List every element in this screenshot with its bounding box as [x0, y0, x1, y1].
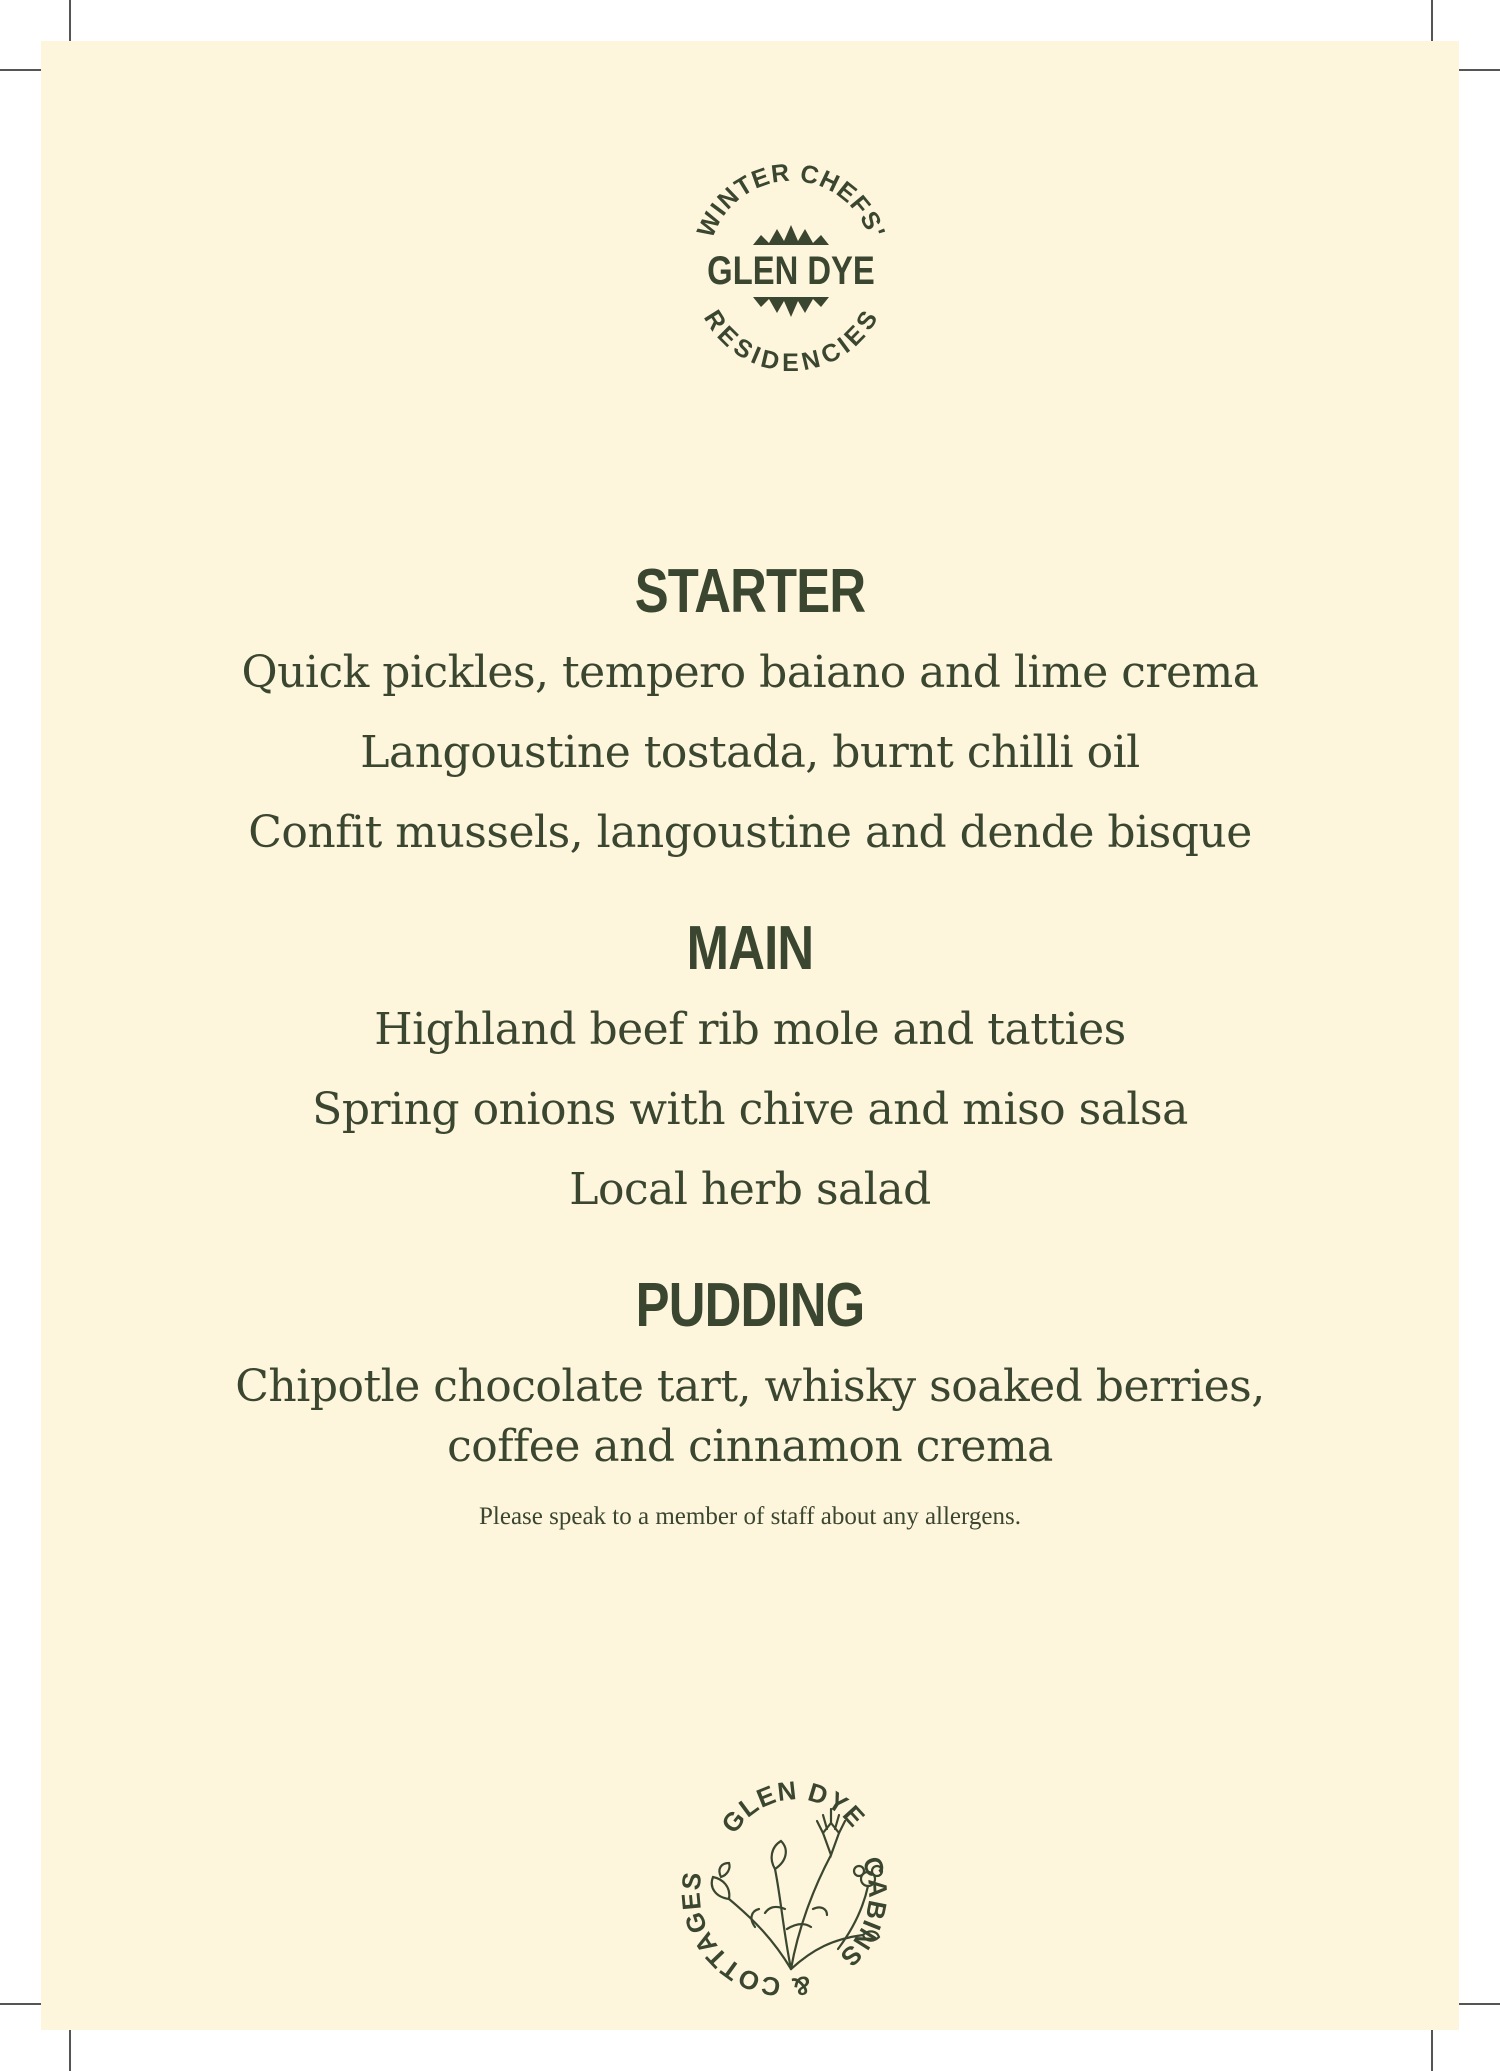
glen-dye-cabins-cottages-logo	[663, 1759, 919, 2015]
section-title-main: MAIN	[686, 914, 814, 983]
menu-item: Quick pickles, tempero baiano and lime crema	[241, 647, 1259, 698]
menu-item: Confit mussels, langoustine and dende bisque	[248, 807, 1252, 858]
svg-text:GLEN DYE: GLEN DYE	[707, 247, 875, 293]
svg-text:GLEN DYE: GLEN DYE	[715, 1774, 872, 1839]
allergen-note: Please speak to a member of staff about any allergens.	[479, 1503, 1021, 1530]
svg-text:WINTER CHEFS': WINTER CHEFS'	[691, 158, 891, 242]
menu-sheet	[41, 41, 1459, 2030]
menu-item: Local herb salad	[569, 1164, 931, 1215]
section-title-starter: STARTER	[634, 557, 866, 626]
glen-dye-residencies-logo	[671, 151, 911, 391]
menu-item: Langoustine tostada, burnt chilli oil	[360, 727, 1140, 778]
crop-mark	[1431, 0, 1433, 41]
svg-text:& COTTAGES: & COTTAGES	[675, 1869, 814, 2003]
menu-item: Highland beef rib mole and tatties	[374, 1004, 1126, 1055]
svg-text:CABINS: CABINS	[834, 1852, 894, 1974]
menu-item: Chipotle chocolate tart, whisky soaked berries,	[235, 1361, 1265, 1412]
crop-mark	[1431, 2030, 1433, 2071]
svg-text:RESIDENCIES: RESIDENCIES	[698, 305, 884, 377]
menu-item: Spring onions with chive and miso salsa	[312, 1084, 1188, 1135]
crop-mark	[69, 2030, 71, 2071]
crop-mark	[0, 2003, 41, 2005]
crop-mark	[0, 69, 41, 71]
crop-mark	[1459, 2003, 1500, 2005]
menu-item: coffee and cinnamon crema	[447, 1421, 1053, 1472]
crop-mark	[69, 0, 71, 41]
section-title-pudding: PUDDING	[635, 1271, 865, 1340]
crop-mark	[1459, 69, 1500, 71]
